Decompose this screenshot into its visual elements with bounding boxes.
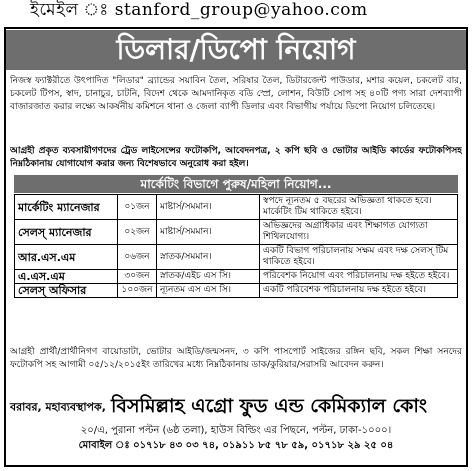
table-row [15, 245, 458, 270]
apply-instructions: আগ্রহী প্রকৃত ব্যবসায়ীগণদের ট্রেড লাইসেন্সের ফটোকপি, আবেদনপত্র, ২ কপি ছবি ও ভোটার আইডি কার্ডের ফটোকপিসহ নিম্নঠিকানায় যোগাযোগ করার জন্য বিশেষভাবে অনুরোধ করা হইল। [10, 146, 462, 169]
job-post: আর.এস.এম [15, 245, 118, 270]
table-row [15, 195, 458, 220]
job-education: স্নাতক/সমমান। [157, 245, 260, 270]
job-requirement: পরিবেশক নিয়োগ এবং পরিচালনায় দক্ষ হইতে হইবে। [260, 270, 458, 284]
candidate-instructions: আগ্রহী প্রার্থী/প্রার্থীনিগণ বায়োডাটা, ভোটার আইডি/জন্মসনদ, ৩ কপি পাসপোর্ট সাইজের রঙ্গিন ছবি, সকল শিক্ষা সনদের ফটোকপি সহ আগামী ০৫/১২/২০১৫ইং তারিখের মধ্যে নিম্নঠিকানায় ডাক/কুরিয়ার/সরাসরি আবেদন করুন। [10, 347, 462, 370]
job-post: সেলস্ অফিসার [15, 284, 118, 298]
jobs-table [14, 194, 458, 298]
company-block [10, 392, 462, 422]
job-requirement: একটি পরিবেশক পরিচালনায় দক্ষ হইতে হইবে। [260, 284, 458, 298]
ad-headline: ডিলার/ডিপো নিয়োগ [6, 30, 466, 70]
job-count: ০১জন [118, 195, 157, 220]
job-post: এ.এস.এম [15, 270, 118, 284]
table-row [15, 270, 458, 284]
job-count: ৩০জন [118, 270, 157, 284]
company-address: ২০/এ, পুরানা পল্টন (৬ষ্ঠ তলা), হাউস বিল্ডিং এর পিছনে, পল্টন, ঢাকা-১০০০। [80, 425, 392, 436]
job-count: ০২জন [118, 220, 157, 245]
job-education: মাষ্টার্স/সমমান। [157, 195, 260, 220]
email-address: ইমেইল ঃ stanford_group@yahoo.com [30, 0, 368, 20]
job-education: স্নাতক/এইচ এস সি। [157, 270, 260, 284]
job-education: ন্যূনতম এস এস সি। [157, 284, 260, 298]
intro-paragraph: নিজস্ব ফ্যাক্টরীতে উৎপাদিত "লিডার" ব্র্যান্ডের সয়াবিন তৈল, সরিষার তৈল, ডিটারজেন্ট পাউডার, মশার কয়েল, চকলেট বার, চকলেট টিপস, স্বাদ, চানাচুর, চাটনি, বিদেশ থেকে আমদানিকৃত বডি স্প্রে, লোশন, বিউটি সোপ সহ ৪০টি পণ্য সারা দেশব্যাপী বাজারজাত করার লক্ষ্যে আকর্ষনীয় কমিশনে থানা ও জেলা ব্যাপী ডিলার এবং বিভাগীয় পর্যায়ে ডিপো নিয়োগ চলিতেছে। [10, 76, 462, 112]
table-row [15, 220, 458, 245]
job-education: মাষ্টার্স/সমমান। [157, 220, 260, 245]
job-post: সেলস্ ম্যানেজার [15, 220, 118, 245]
addressee-label: বরাবর, মহাব্যবস্থাপক, [10, 400, 106, 414]
mobile-numbers: মোবাইল ঃ ০১৭১৮ ৪৩ ০৩ ৭৪, ০১৯১১ ৮৫ ৭৮ ৫৯, ০১৭১৮ ২৯ ২৫ ০৪ [78, 440, 394, 451]
job-count: ০৬জন [118, 245, 157, 270]
job-requirement: অভিজ্ঞদের অগ্রাধিকার এবং শিক্ষাগত যোগ্যতা শিথিলযোগ্য। [260, 220, 458, 245]
company-name: বিসমিল্লাহ এগ্রো ফুড এন্ড কেমিক্যাল কোং [110, 395, 428, 417]
section-title: মার্কেটিং বিভাগে পুরুষ/মহিলা নিয়োগ... [14, 175, 458, 193]
job-requirement: একটি বিভাগ পরিচালনায় সক্ষম এবং দক্ষ সেলস্ টিম থাকিতে হইবে। [260, 245, 458, 270]
job-count: ১০০জন [118, 284, 157, 298]
job-requirement: স্বপদে ন্যূনতম ৫ বছরের অভিজ্ঞতা থাকতে হবে। মার্কেটিং টিম থাকিতে হইবে। [260, 195, 458, 220]
job-post: মার্কেটিং ম্যানেজার [15, 195, 118, 220]
table-row [15, 284, 458, 298]
